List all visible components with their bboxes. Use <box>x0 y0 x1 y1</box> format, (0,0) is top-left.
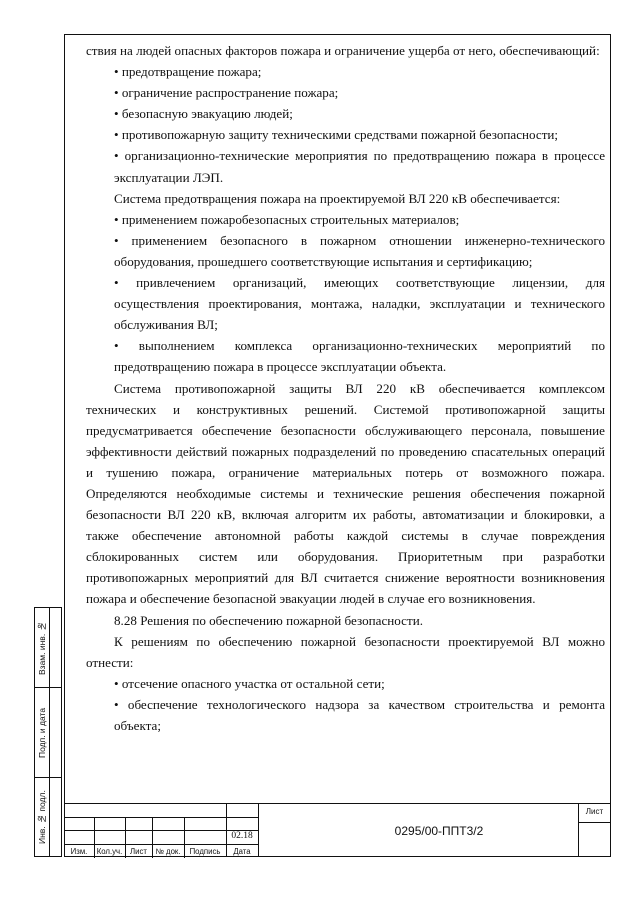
paragraph: 8.28 Решения по обеспечению пожарной безопасности. <box>114 612 423 628</box>
tb-col-data: Дата <box>233 847 251 856</box>
title-block <box>64 803 611 857</box>
side-label-vzam: Взам. инв. № <box>37 621 47 675</box>
paragraph: Система предотвращения пожара на проектируемой ВЛ 220 кВ обеспечивается: <box>114 190 561 206</box>
side-cell-vzam <box>35 608 61 688</box>
bullet-item: • организационно-технические мероприятия по предотвращению пожара в процессе эксплуатации ЛЭП. <box>114 148 605 185</box>
tb-col-izm: Изм. <box>70 847 88 856</box>
paragraph: ствия на людей опасных факторов пожара и ограничение ущерба от него, обеспечивающий: <box>86 43 600 58</box>
sheet-label: Лист <box>585 807 604 816</box>
bullet-item: • применением пожаробезопасных строительных материалов; <box>114 211 460 227</box>
bullet-item: • ограничение распространение пожара; <box>114 85 339 101</box>
document-number: 0295/00-ППТ3/2 <box>394 824 484 838</box>
side-label-inv: Инв. № подл. <box>37 790 47 844</box>
bullet-item: • выполнением комплекса организационно-технических мероприятий по предотвращению пожара в процессе эксплуатации объекта. <box>114 338 605 375</box>
side-cell-podp <box>35 688 61 778</box>
document-body <box>86 40 605 736</box>
tb-col-kolutch: Кол.уч. <box>96 847 123 856</box>
side-label-podp: Подп. и дата <box>37 707 47 759</box>
bullet-item: • отсечение опасного участка от остальной сети; <box>114 675 385 691</box>
tb-vline <box>258 804 259 857</box>
paragraph: Система противопожарной защиты ВЛ 220 кВ обеспечивается комплексом технических и конструктивных решений. Системой противопожарной защиты предусматривается обеспечение безопасности обслуживающего персонала, повышение эффективности действий пожарных подразделений по проведению спасательных операций и тушению пожара, ограничение материальных потерь от возможного пожара. Определяются необходимые системы и технические решения обеспечения пожарной безопасности ВЛ 220 кВ, включая алгоритм их работы, автоматизации и блокировки, а также обеспечение автономной работы каждой системы в случае повреждения сблокированных систем или оборудования. Приоритетным при разработки противопожарных мероприятий для ВЛ считается снижение вероятности возникновения пожара и обеспечение безопасной эвакуации людей в случае его возникновения. <box>86 380 605 607</box>
bullet-item: • обеспечение технологического надзора за качеством строительства и ремонта объекта; <box>114 696 605 733</box>
paragraph: К решениям по обеспечению пожарной безопасности проектируемой ВЛ можно отнести: <box>86 633 605 670</box>
tb-date-value: 02.18 <box>231 831 253 841</box>
tb-hline <box>578 822 611 823</box>
bullet-item: • противопожарную защиту техническими средствами пожарной безопасности; <box>114 127 559 143</box>
tb-col-list: Лист <box>130 847 147 856</box>
tb-col-ndok: № док. <box>155 847 181 856</box>
bullet-item: • предотвращение пожара; <box>114 64 262 80</box>
bullet-item: • применением безопасного в пожарном отношении инженерно-технического оборудования, прошедшего соответствующие испытания и сертификацию; <box>114 232 605 269</box>
side-stamp <box>34 607 62 857</box>
bullet-item: • безопасную эвакуацию людей; <box>114 106 293 122</box>
tb-col-podpis: Подпись <box>189 847 221 856</box>
side-cell-inv <box>35 778 61 856</box>
tb-hline <box>64 817 258 818</box>
tb-hline <box>64 844 258 845</box>
bullet-item: • привлечением организаций, имеющих соответствующие лицензии, для осуществления проектирования, монтажа, наладки, эксплуатации и технического обслуживания ВЛ; <box>114 275 605 333</box>
